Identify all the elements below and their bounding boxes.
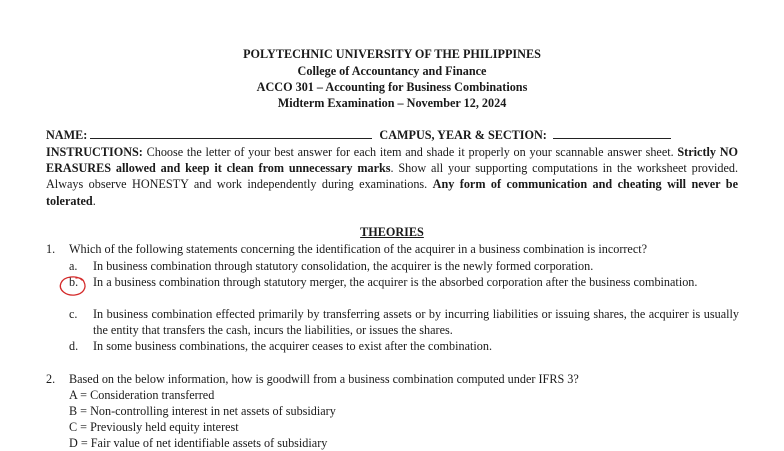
course-title: ACCO 301 – Accounting for Business Combinations [256, 80, 528, 94]
instructions-label: INSTRUCTIONS: [46, 145, 143, 159]
variable-line: C = Previously held equity interest [69, 420, 239, 434]
campus-label: CAMPUS, YEAR & SECTION: [379, 128, 547, 142]
name-label: NAME: [46, 128, 88, 142]
question-text: Which of the following statements concerning the identification of the acquirer in a business combination is incorrect? [69, 242, 648, 256]
variable-line: A = Consideration transferred [69, 388, 215, 402]
question-number: 2. [46, 372, 56, 386]
section-title: THEORIES [360, 225, 424, 239]
choice-letter: c. [69, 307, 78, 321]
instructions-bold-1: Strictly NO ERASURES allowed and keep it clean from unnecessary marks [46, 145, 738, 176]
question-text: Based on the below information, how is goodwill from a business combination computed under IFRS 3? [69, 372, 579, 386]
choice-text: In business combination effected primarily by transferring assets or by incurring liabilities or issuing shares, the acquirer is usually the entity that transfers the cash, incurs the liabilities, or issues the shares. [93, 307, 739, 337]
choice-text: In a business combination through statutory merger, the acquirer is the absorbed corporation after the business combination. [93, 275, 698, 289]
instructions-text-1: Choose the letter of your best answer for each item and shade it properly on your scannable answer sheet. [142, 145, 678, 159]
university-name: POLYTECHNIC UNIVERSITY OF THE PHILIPPINES [243, 47, 541, 61]
instructions-bold-2: Any form of communication and cheating will never be tolerated [46, 177, 738, 208]
college-name: College of Accountancy and Finance [297, 64, 487, 78]
name-field[interactable] [90, 127, 372, 139]
variable-line: B = Non-controlling interest in net assets of subsidiary [69, 404, 336, 418]
question-number: 1. [46, 242, 56, 256]
hand-drawn-circle-mark [58, 275, 88, 297]
choice-text: In some business combinations, the acquirer ceases to exist after the combination. [93, 339, 493, 353]
choice-letter: b. [69, 275, 79, 289]
instructions [46, 144, 738, 209]
choice-letter: a. [69, 259, 78, 273]
choice-text: In business combination through statutory consolidation, the acquirer is the newly formed corporation. [93, 259, 594, 273]
variable-line: D = Fair value of net identifiable assets of subsidiary [69, 436, 328, 450]
choice-letter: d. [69, 339, 79, 353]
exam-title: Midterm Examination – November 12, 2024 [277, 96, 507, 110]
instructions-text-3: . [92, 193, 96, 208]
name-row [46, 127, 671, 143]
instructions-text-2: . Show all your supporting computations in the worksheet provided. Always observe HONESTY and work independently during examinations. [46, 161, 738, 192]
campus-field[interactable] [553, 127, 671, 139]
